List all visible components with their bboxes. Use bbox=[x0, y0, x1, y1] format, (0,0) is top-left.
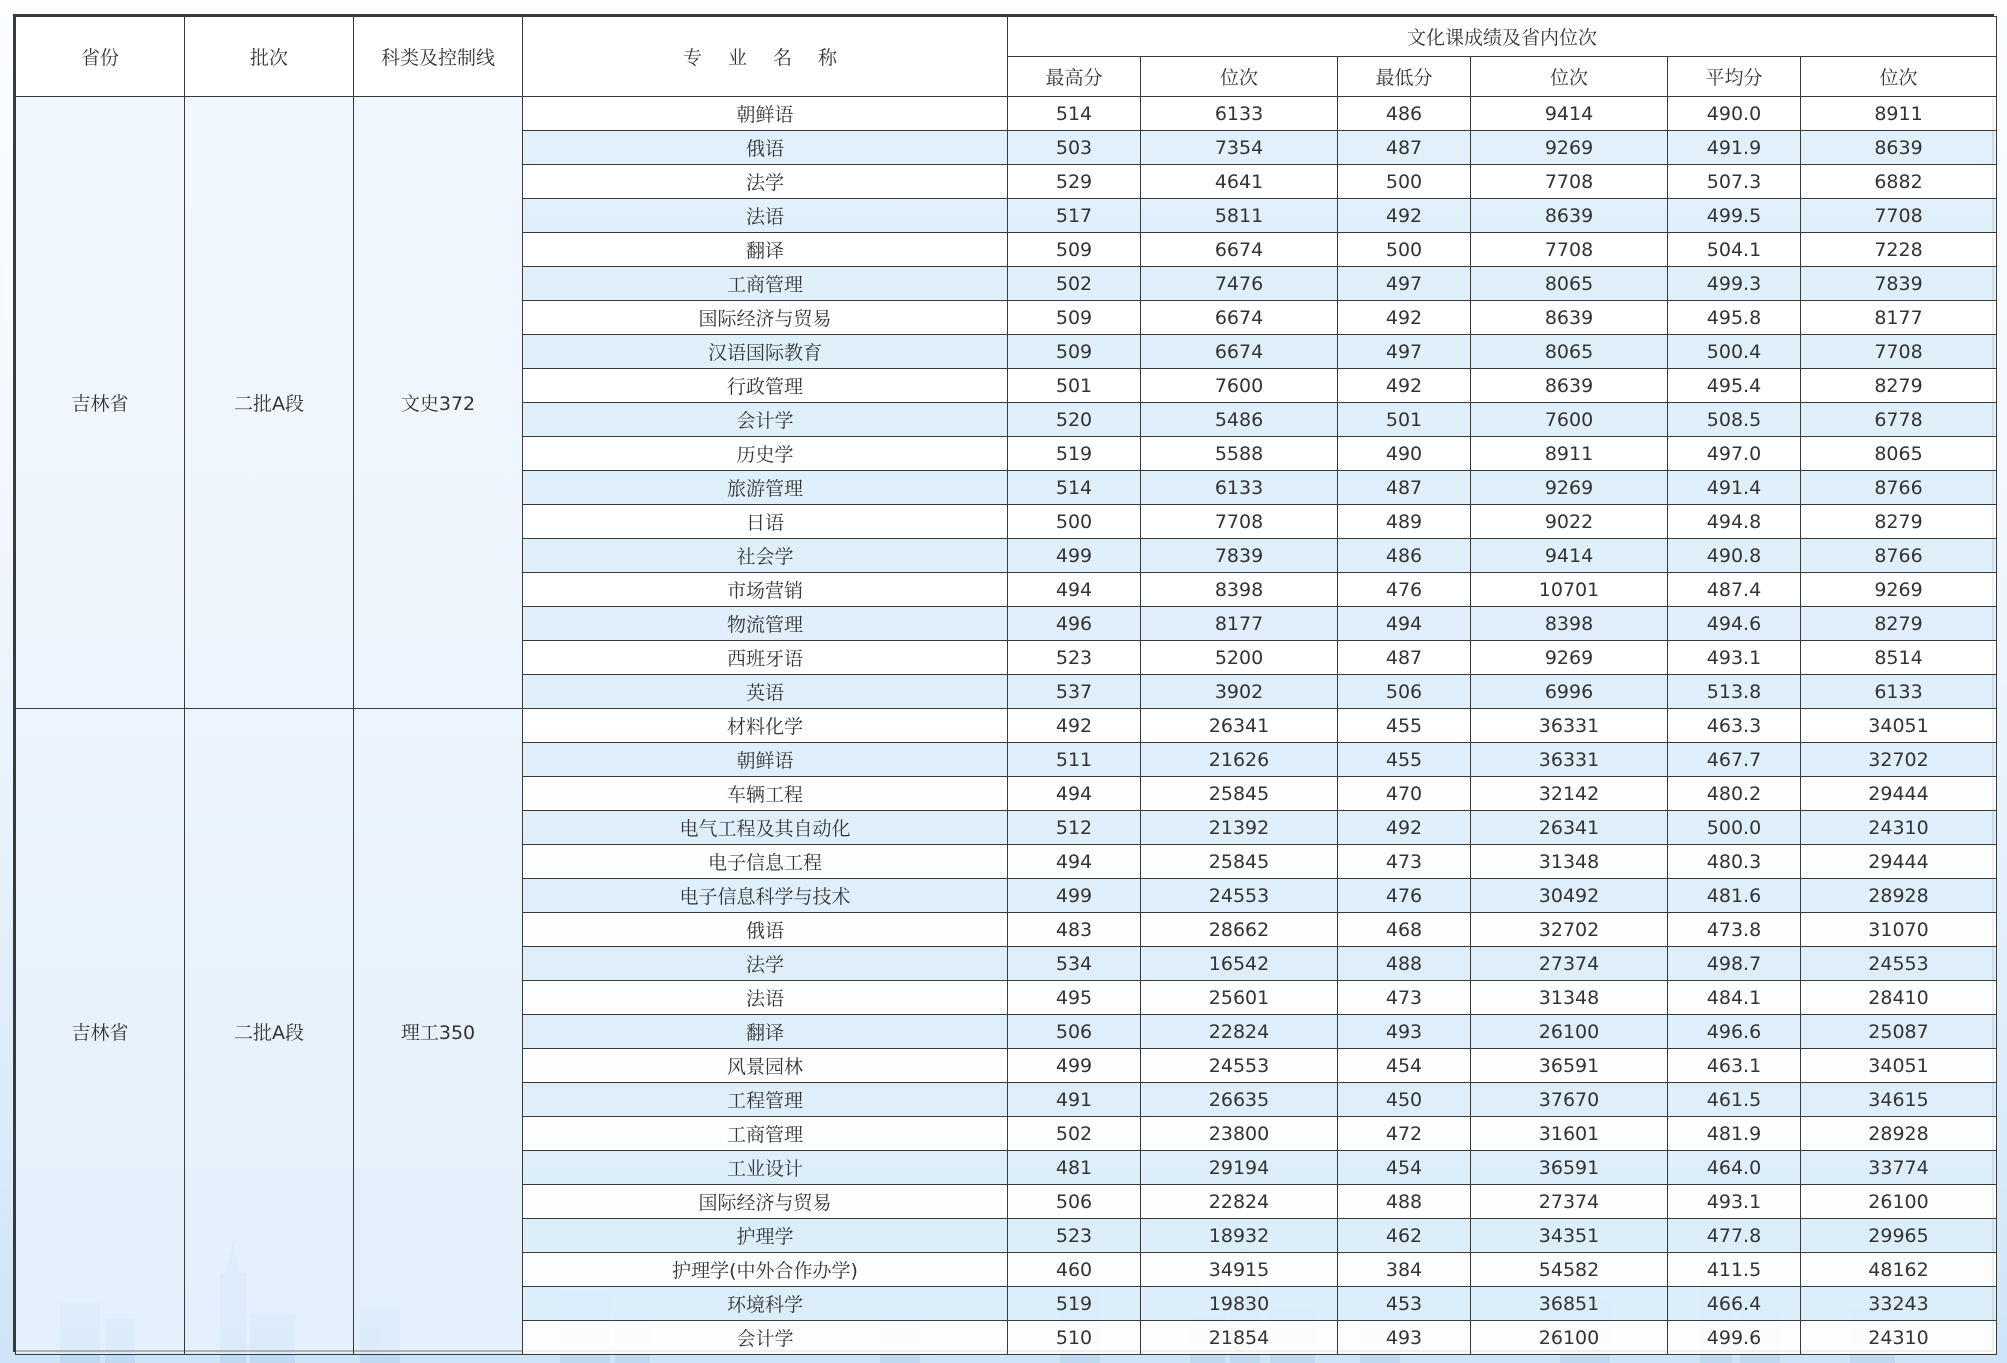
max-score-cell: 503 bbox=[1008, 131, 1141, 165]
max-score-cell: 519 bbox=[1008, 1287, 1141, 1321]
max-score-cell: 512 bbox=[1008, 811, 1141, 845]
avg-score-cell: 497.0 bbox=[1668, 437, 1801, 471]
table-row bbox=[16, 709, 1997, 743]
rank-min-cell: 31348 bbox=[1471, 845, 1668, 879]
rank-min-cell: 9414 bbox=[1471, 97, 1668, 131]
avg-score-cell: 500.4 bbox=[1668, 335, 1801, 369]
category-line-cell: 理工350 bbox=[354, 709, 523, 1355]
header-avg-score: 平均分 bbox=[1668, 57, 1801, 97]
category-line-cell: 文史372 bbox=[354, 97, 523, 709]
rank-min-cell: 30492 bbox=[1471, 879, 1668, 913]
max-score-cell: 534 bbox=[1008, 947, 1141, 981]
rank-min-cell: 9269 bbox=[1471, 641, 1668, 675]
avg-score-cell: 461.5 bbox=[1668, 1083, 1801, 1117]
rank-min-cell: 36851 bbox=[1471, 1287, 1668, 1321]
major-cell: 市场营销 bbox=[523, 573, 1008, 607]
avg-score-cell: 491.4 bbox=[1668, 471, 1801, 505]
header-rank-min: 位次 bbox=[1471, 57, 1668, 97]
rank-avg-cell: 29444 bbox=[1801, 777, 1997, 811]
major-cell: 朝鲜语 bbox=[523, 97, 1008, 131]
max-score-cell: 481 bbox=[1008, 1151, 1141, 1185]
min-score-cell: 492 bbox=[1338, 369, 1471, 403]
min-score-cell: 494 bbox=[1338, 607, 1471, 641]
rank-avg-cell: 25087 bbox=[1801, 1015, 1997, 1049]
rank-avg-cell: 6882 bbox=[1801, 165, 1997, 199]
rank-max-cell: 19830 bbox=[1141, 1287, 1338, 1321]
min-score-cell: 476 bbox=[1338, 879, 1471, 913]
major-cell: 翻译 bbox=[523, 233, 1008, 267]
major-cell: 日语 bbox=[523, 505, 1008, 539]
rank-max-cell: 25845 bbox=[1141, 777, 1338, 811]
rank-avg-cell: 7839 bbox=[1801, 267, 1997, 301]
major-cell: 法学 bbox=[523, 165, 1008, 199]
rank-min-cell: 54582 bbox=[1471, 1253, 1668, 1287]
rank-max-cell: 22824 bbox=[1141, 1185, 1338, 1219]
major-cell: 电子信息科学与技术 bbox=[523, 879, 1008, 913]
major-cell: 会计学 bbox=[523, 1321, 1008, 1355]
rank-max-cell: 26635 bbox=[1141, 1083, 1338, 1117]
rank-max-cell: 34915 bbox=[1141, 1253, 1338, 1287]
min-score-cell: 454 bbox=[1338, 1151, 1471, 1185]
min-score-cell: 493 bbox=[1338, 1321, 1471, 1355]
rank-min-cell: 37670 bbox=[1471, 1083, 1668, 1117]
rank-max-cell: 6674 bbox=[1141, 301, 1338, 335]
rank-avg-cell: 8766 bbox=[1801, 539, 1997, 573]
rank-avg-cell: 7708 bbox=[1801, 199, 1997, 233]
max-score-cell: 514 bbox=[1008, 471, 1141, 505]
rank-max-cell: 16542 bbox=[1141, 947, 1338, 981]
rank-max-cell: 21854 bbox=[1141, 1321, 1338, 1355]
max-score-cell: 502 bbox=[1008, 1117, 1141, 1151]
min-score-cell: 454 bbox=[1338, 1049, 1471, 1083]
avg-score-cell: 508.5 bbox=[1668, 403, 1801, 437]
rank-avg-cell: 8279 bbox=[1801, 607, 1997, 641]
major-cell: 汉语国际教育 bbox=[523, 335, 1008, 369]
max-score-cell: 511 bbox=[1008, 743, 1141, 777]
avg-score-cell: 490.8 bbox=[1668, 539, 1801, 573]
rank-min-cell: 31348 bbox=[1471, 981, 1668, 1015]
major-cell: 护理学 bbox=[523, 1219, 1008, 1253]
rank-min-cell: 8639 bbox=[1471, 301, 1668, 335]
rank-min-cell: 8911 bbox=[1471, 437, 1668, 471]
avg-score-cell: 463.3 bbox=[1668, 709, 1801, 743]
rank-min-cell: 9022 bbox=[1471, 505, 1668, 539]
admission-score-table bbox=[15, 16, 1997, 1355]
avg-score-cell: 495.8 bbox=[1668, 301, 1801, 335]
avg-score-cell: 473.8 bbox=[1668, 913, 1801, 947]
rank-avg-cell: 32702 bbox=[1801, 743, 1997, 777]
max-score-cell: 514 bbox=[1008, 97, 1141, 131]
max-score-cell: 519 bbox=[1008, 437, 1141, 471]
rank-min-cell: 9414 bbox=[1471, 539, 1668, 573]
rank-avg-cell: 8766 bbox=[1801, 471, 1997, 505]
rank-max-cell: 4641 bbox=[1141, 165, 1338, 199]
rank-min-cell: 8639 bbox=[1471, 199, 1668, 233]
major-cell: 社会学 bbox=[523, 539, 1008, 573]
rank-min-cell: 27374 bbox=[1471, 947, 1668, 981]
rank-max-cell: 25601 bbox=[1141, 981, 1338, 1015]
min-score-cell: 473 bbox=[1338, 981, 1471, 1015]
rank-min-cell: 10701 bbox=[1471, 573, 1668, 607]
max-score-cell: 491 bbox=[1008, 1083, 1141, 1117]
rank-min-cell: 36331 bbox=[1471, 709, 1668, 743]
major-cell: 会计学 bbox=[523, 403, 1008, 437]
rank-min-cell: 9269 bbox=[1471, 471, 1668, 505]
header-batch: 批次 bbox=[185, 17, 354, 97]
max-score-cell: 496 bbox=[1008, 607, 1141, 641]
max-score-cell: 510 bbox=[1008, 1321, 1141, 1355]
max-score-cell: 502 bbox=[1008, 267, 1141, 301]
batch-cell: 二批A段 bbox=[185, 709, 354, 1355]
max-score-cell: 499 bbox=[1008, 1049, 1141, 1083]
major-cell: 朝鲜语 bbox=[523, 743, 1008, 777]
min-score-cell: 487 bbox=[1338, 131, 1471, 165]
admission-score-table-frame bbox=[13, 14, 1994, 1352]
max-score-cell: 483 bbox=[1008, 913, 1141, 947]
rank-max-cell: 3902 bbox=[1141, 675, 1338, 709]
avg-score-cell: 496.6 bbox=[1668, 1015, 1801, 1049]
major-cell: 物流管理 bbox=[523, 607, 1008, 641]
major-cell: 国际经济与贸易 bbox=[523, 1185, 1008, 1219]
rank-max-cell: 5486 bbox=[1141, 403, 1338, 437]
rank-max-cell: 25845 bbox=[1141, 845, 1338, 879]
rank-min-cell: 26100 bbox=[1471, 1015, 1668, 1049]
avg-score-cell: 499.3 bbox=[1668, 267, 1801, 301]
max-score-cell: 523 bbox=[1008, 641, 1141, 675]
rank-max-cell: 23800 bbox=[1141, 1117, 1338, 1151]
rank-min-cell: 8065 bbox=[1471, 335, 1668, 369]
rank-avg-cell: 28928 bbox=[1801, 879, 1997, 913]
min-score-cell: 490 bbox=[1338, 437, 1471, 471]
rank-max-cell: 6133 bbox=[1141, 97, 1338, 131]
rank-max-cell: 29194 bbox=[1141, 1151, 1338, 1185]
rank-avg-cell: 8279 bbox=[1801, 369, 1997, 403]
rank-max-cell: 24553 bbox=[1141, 879, 1338, 913]
avg-score-cell: 498.7 bbox=[1668, 947, 1801, 981]
rank-avg-cell: 28928 bbox=[1801, 1117, 1997, 1151]
min-score-cell: 487 bbox=[1338, 641, 1471, 675]
major-cell: 国际经济与贸易 bbox=[523, 301, 1008, 335]
rank-avg-cell: 29444 bbox=[1801, 845, 1997, 879]
rank-avg-cell: 34051 bbox=[1801, 709, 1997, 743]
major-cell: 法语 bbox=[523, 199, 1008, 233]
rank-avg-cell: 24310 bbox=[1801, 811, 1997, 845]
rank-avg-cell: 24553 bbox=[1801, 947, 1997, 981]
major-cell: 法语 bbox=[523, 981, 1008, 1015]
avg-score-cell: 480.3 bbox=[1668, 845, 1801, 879]
rank-avg-cell: 24310 bbox=[1801, 1321, 1997, 1355]
rank-avg-cell: 9269 bbox=[1801, 573, 1997, 607]
rank-min-cell: 27374 bbox=[1471, 1185, 1668, 1219]
header-score-group: 文化课成绩及省内位次 bbox=[1008, 17, 1997, 57]
max-score-cell: 506 bbox=[1008, 1015, 1141, 1049]
rank-avg-cell: 33774 bbox=[1801, 1151, 1997, 1185]
header-rank-avg: 位次 bbox=[1801, 57, 1997, 97]
max-score-cell: 499 bbox=[1008, 879, 1141, 913]
header-min-score: 最低分 bbox=[1338, 57, 1471, 97]
rank-max-cell: 21626 bbox=[1141, 743, 1338, 777]
min-score-cell: 486 bbox=[1338, 539, 1471, 573]
rank-avg-cell: 33243 bbox=[1801, 1287, 1997, 1321]
rank-avg-cell: 34051 bbox=[1801, 1049, 1997, 1083]
major-cell: 英语 bbox=[523, 675, 1008, 709]
min-score-cell: 462 bbox=[1338, 1219, 1471, 1253]
major-cell: 车辆工程 bbox=[523, 777, 1008, 811]
max-score-cell: 509 bbox=[1008, 335, 1141, 369]
major-cell: 护理学(中外合作办学) bbox=[523, 1253, 1008, 1287]
min-score-cell: 384 bbox=[1338, 1253, 1471, 1287]
rank-min-cell: 26341 bbox=[1471, 811, 1668, 845]
rank-avg-cell: 6778 bbox=[1801, 403, 1997, 437]
province-cell: 吉林省 bbox=[16, 97, 185, 709]
min-score-cell: 492 bbox=[1338, 811, 1471, 845]
avg-score-cell: 481.9 bbox=[1668, 1117, 1801, 1151]
avg-score-cell: 467.7 bbox=[1668, 743, 1801, 777]
rank-max-cell: 8177 bbox=[1141, 607, 1338, 641]
max-score-cell: 495 bbox=[1008, 981, 1141, 1015]
major-cell: 俄语 bbox=[523, 913, 1008, 947]
max-score-cell: 460 bbox=[1008, 1253, 1141, 1287]
rank-max-cell: 7476 bbox=[1141, 267, 1338, 301]
rank-avg-cell: 28410 bbox=[1801, 981, 1997, 1015]
max-score-cell: 494 bbox=[1008, 777, 1141, 811]
major-cell: 翻译 bbox=[523, 1015, 1008, 1049]
rank-min-cell: 32702 bbox=[1471, 913, 1668, 947]
max-score-cell: 494 bbox=[1008, 845, 1141, 879]
avg-score-cell: 477.8 bbox=[1668, 1219, 1801, 1253]
rank-min-cell: 32142 bbox=[1471, 777, 1668, 811]
rank-max-cell: 28662 bbox=[1141, 913, 1338, 947]
avg-score-cell: 494.8 bbox=[1668, 505, 1801, 539]
major-cell: 法学 bbox=[523, 947, 1008, 981]
min-score-cell: 450 bbox=[1338, 1083, 1471, 1117]
rank-max-cell: 8398 bbox=[1141, 573, 1338, 607]
rank-avg-cell: 7708 bbox=[1801, 335, 1997, 369]
rank-avg-cell: 8639 bbox=[1801, 131, 1997, 165]
rank-max-cell: 26341 bbox=[1141, 709, 1338, 743]
avg-score-cell: 490.0 bbox=[1668, 97, 1801, 131]
table-header bbox=[16, 17, 1997, 97]
max-score-cell: 509 bbox=[1008, 301, 1141, 335]
avg-score-cell: 495.4 bbox=[1668, 369, 1801, 403]
rank-min-cell: 9269 bbox=[1471, 131, 1668, 165]
min-score-cell: 472 bbox=[1338, 1117, 1471, 1151]
rank-avg-cell: 26100 bbox=[1801, 1185, 1997, 1219]
major-cell: 工商管理 bbox=[523, 267, 1008, 301]
avg-score-cell: 513.8 bbox=[1668, 675, 1801, 709]
major-cell: 西班牙语 bbox=[523, 641, 1008, 675]
major-cell: 电气工程及其自动化 bbox=[523, 811, 1008, 845]
min-score-cell: 487 bbox=[1338, 471, 1471, 505]
min-score-cell: 488 bbox=[1338, 947, 1471, 981]
min-score-cell: 486 bbox=[1338, 97, 1471, 131]
rank-max-cell: 7600 bbox=[1141, 369, 1338, 403]
rank-max-cell: 5588 bbox=[1141, 437, 1338, 471]
rank-min-cell: 8398 bbox=[1471, 607, 1668, 641]
avg-score-cell: 466.4 bbox=[1668, 1287, 1801, 1321]
max-score-cell: 529 bbox=[1008, 165, 1141, 199]
min-score-cell: 492 bbox=[1338, 301, 1471, 335]
rank-max-cell: 7839 bbox=[1141, 539, 1338, 573]
rank-max-cell: 21392 bbox=[1141, 811, 1338, 845]
avg-score-cell: 499.5 bbox=[1668, 199, 1801, 233]
rank-avg-cell: 8514 bbox=[1801, 641, 1997, 675]
avg-score-cell: 504.1 bbox=[1668, 233, 1801, 267]
rank-min-cell: 26100 bbox=[1471, 1321, 1668, 1355]
rank-min-cell: 8639 bbox=[1471, 369, 1668, 403]
major-cell: 旅游管理 bbox=[523, 471, 1008, 505]
min-score-cell: 468 bbox=[1338, 913, 1471, 947]
province-cell: 吉林省 bbox=[16, 709, 185, 1355]
header-category-line: 科类及控制线 bbox=[354, 17, 523, 97]
rank-min-cell: 31601 bbox=[1471, 1117, 1668, 1151]
header-rank-max: 位次 bbox=[1141, 57, 1338, 97]
min-score-cell: 470 bbox=[1338, 777, 1471, 811]
max-score-cell: 500 bbox=[1008, 505, 1141, 539]
avg-score-cell: 499.6 bbox=[1668, 1321, 1801, 1355]
rank-min-cell: 36591 bbox=[1471, 1049, 1668, 1083]
avg-score-cell: 464.0 bbox=[1668, 1151, 1801, 1185]
rank-avg-cell: 29965 bbox=[1801, 1219, 1997, 1253]
rank-max-cell: 5811 bbox=[1141, 199, 1338, 233]
min-score-cell: 506 bbox=[1338, 675, 1471, 709]
major-cell: 工商管理 bbox=[523, 1117, 1008, 1151]
batch-cell: 二批A段 bbox=[185, 97, 354, 709]
header-max-score: 最高分 bbox=[1008, 57, 1141, 97]
avg-score-cell: 411.5 bbox=[1668, 1253, 1801, 1287]
rank-min-cell: 7708 bbox=[1471, 165, 1668, 199]
min-score-cell: 497 bbox=[1338, 335, 1471, 369]
rank-max-cell: 22824 bbox=[1141, 1015, 1338, 1049]
rank-min-cell: 6996 bbox=[1471, 675, 1668, 709]
rank-max-cell: 6133 bbox=[1141, 471, 1338, 505]
major-cell: 环境科学 bbox=[523, 1287, 1008, 1321]
max-score-cell: 501 bbox=[1008, 369, 1141, 403]
rank-min-cell: 7600 bbox=[1471, 403, 1668, 437]
avg-score-cell: 481.6 bbox=[1668, 879, 1801, 913]
max-score-cell: 509 bbox=[1008, 233, 1141, 267]
avg-score-cell: 494.6 bbox=[1668, 607, 1801, 641]
max-score-cell: 494 bbox=[1008, 573, 1141, 607]
max-score-cell: 499 bbox=[1008, 539, 1141, 573]
rank-avg-cell: 8065 bbox=[1801, 437, 1997, 471]
max-score-cell: 517 bbox=[1008, 199, 1141, 233]
rank-max-cell: 6674 bbox=[1141, 233, 1338, 267]
avg-score-cell: 493.1 bbox=[1668, 1185, 1801, 1219]
table-row bbox=[16, 97, 1997, 131]
avg-score-cell: 487.4 bbox=[1668, 573, 1801, 607]
rank-max-cell: 5200 bbox=[1141, 641, 1338, 675]
rank-avg-cell: 34615 bbox=[1801, 1083, 1997, 1117]
min-score-cell: 497 bbox=[1338, 267, 1471, 301]
min-score-cell: 500 bbox=[1338, 233, 1471, 267]
rank-min-cell: 7708 bbox=[1471, 233, 1668, 267]
min-score-cell: 455 bbox=[1338, 709, 1471, 743]
avg-score-cell: 491.9 bbox=[1668, 131, 1801, 165]
min-score-cell: 488 bbox=[1338, 1185, 1471, 1219]
rank-avg-cell: 48162 bbox=[1801, 1253, 1997, 1287]
min-score-cell: 493 bbox=[1338, 1015, 1471, 1049]
min-score-cell: 500 bbox=[1338, 165, 1471, 199]
table-body bbox=[16, 97, 1997, 1355]
rank-avg-cell: 31070 bbox=[1801, 913, 1997, 947]
major-cell: 风景园林 bbox=[523, 1049, 1008, 1083]
rank-avg-cell: 8279 bbox=[1801, 505, 1997, 539]
major-cell: 工业设计 bbox=[523, 1151, 1008, 1185]
max-score-cell: 537 bbox=[1008, 675, 1141, 709]
major-cell: 工程管理 bbox=[523, 1083, 1008, 1117]
major-cell: 俄语 bbox=[523, 131, 1008, 165]
rank-avg-cell: 8177 bbox=[1801, 301, 1997, 335]
min-score-cell: 476 bbox=[1338, 573, 1471, 607]
rank-max-cell: 18932 bbox=[1141, 1219, 1338, 1253]
min-score-cell: 489 bbox=[1338, 505, 1471, 539]
avg-score-cell: 463.1 bbox=[1668, 1049, 1801, 1083]
min-score-cell: 492 bbox=[1338, 199, 1471, 233]
rank-max-cell: 7354 bbox=[1141, 131, 1338, 165]
major-cell: 电子信息工程 bbox=[523, 845, 1008, 879]
rank-min-cell: 34351 bbox=[1471, 1219, 1668, 1253]
header-major: 专 业 名 称 bbox=[523, 17, 1008, 97]
max-score-cell: 492 bbox=[1008, 709, 1141, 743]
avg-score-cell: 493.1 bbox=[1668, 641, 1801, 675]
rank-avg-cell: 7228 bbox=[1801, 233, 1997, 267]
rank-avg-cell: 6133 bbox=[1801, 675, 1997, 709]
rank-max-cell: 7708 bbox=[1141, 505, 1338, 539]
min-score-cell: 453 bbox=[1338, 1287, 1471, 1321]
major-cell: 历史学 bbox=[523, 437, 1008, 471]
major-cell: 行政管理 bbox=[523, 369, 1008, 403]
rank-max-cell: 24553 bbox=[1141, 1049, 1338, 1083]
rank-min-cell: 36591 bbox=[1471, 1151, 1668, 1185]
avg-score-cell: 507.3 bbox=[1668, 165, 1801, 199]
header-province: 省份 bbox=[16, 17, 185, 97]
max-score-cell: 523 bbox=[1008, 1219, 1141, 1253]
rank-min-cell: 36331 bbox=[1471, 743, 1668, 777]
rank-max-cell: 6674 bbox=[1141, 335, 1338, 369]
max-score-cell: 506 bbox=[1008, 1185, 1141, 1219]
major-cell: 材料化学 bbox=[523, 709, 1008, 743]
avg-score-cell: 500.0 bbox=[1668, 811, 1801, 845]
avg-score-cell: 480.2 bbox=[1668, 777, 1801, 811]
min-score-cell: 501 bbox=[1338, 403, 1471, 437]
min-score-cell: 455 bbox=[1338, 743, 1471, 777]
rank-min-cell: 8065 bbox=[1471, 267, 1668, 301]
max-score-cell: 520 bbox=[1008, 403, 1141, 437]
rank-avg-cell: 8911 bbox=[1801, 97, 1997, 131]
min-score-cell: 473 bbox=[1338, 845, 1471, 879]
avg-score-cell: 484.1 bbox=[1668, 981, 1801, 1015]
